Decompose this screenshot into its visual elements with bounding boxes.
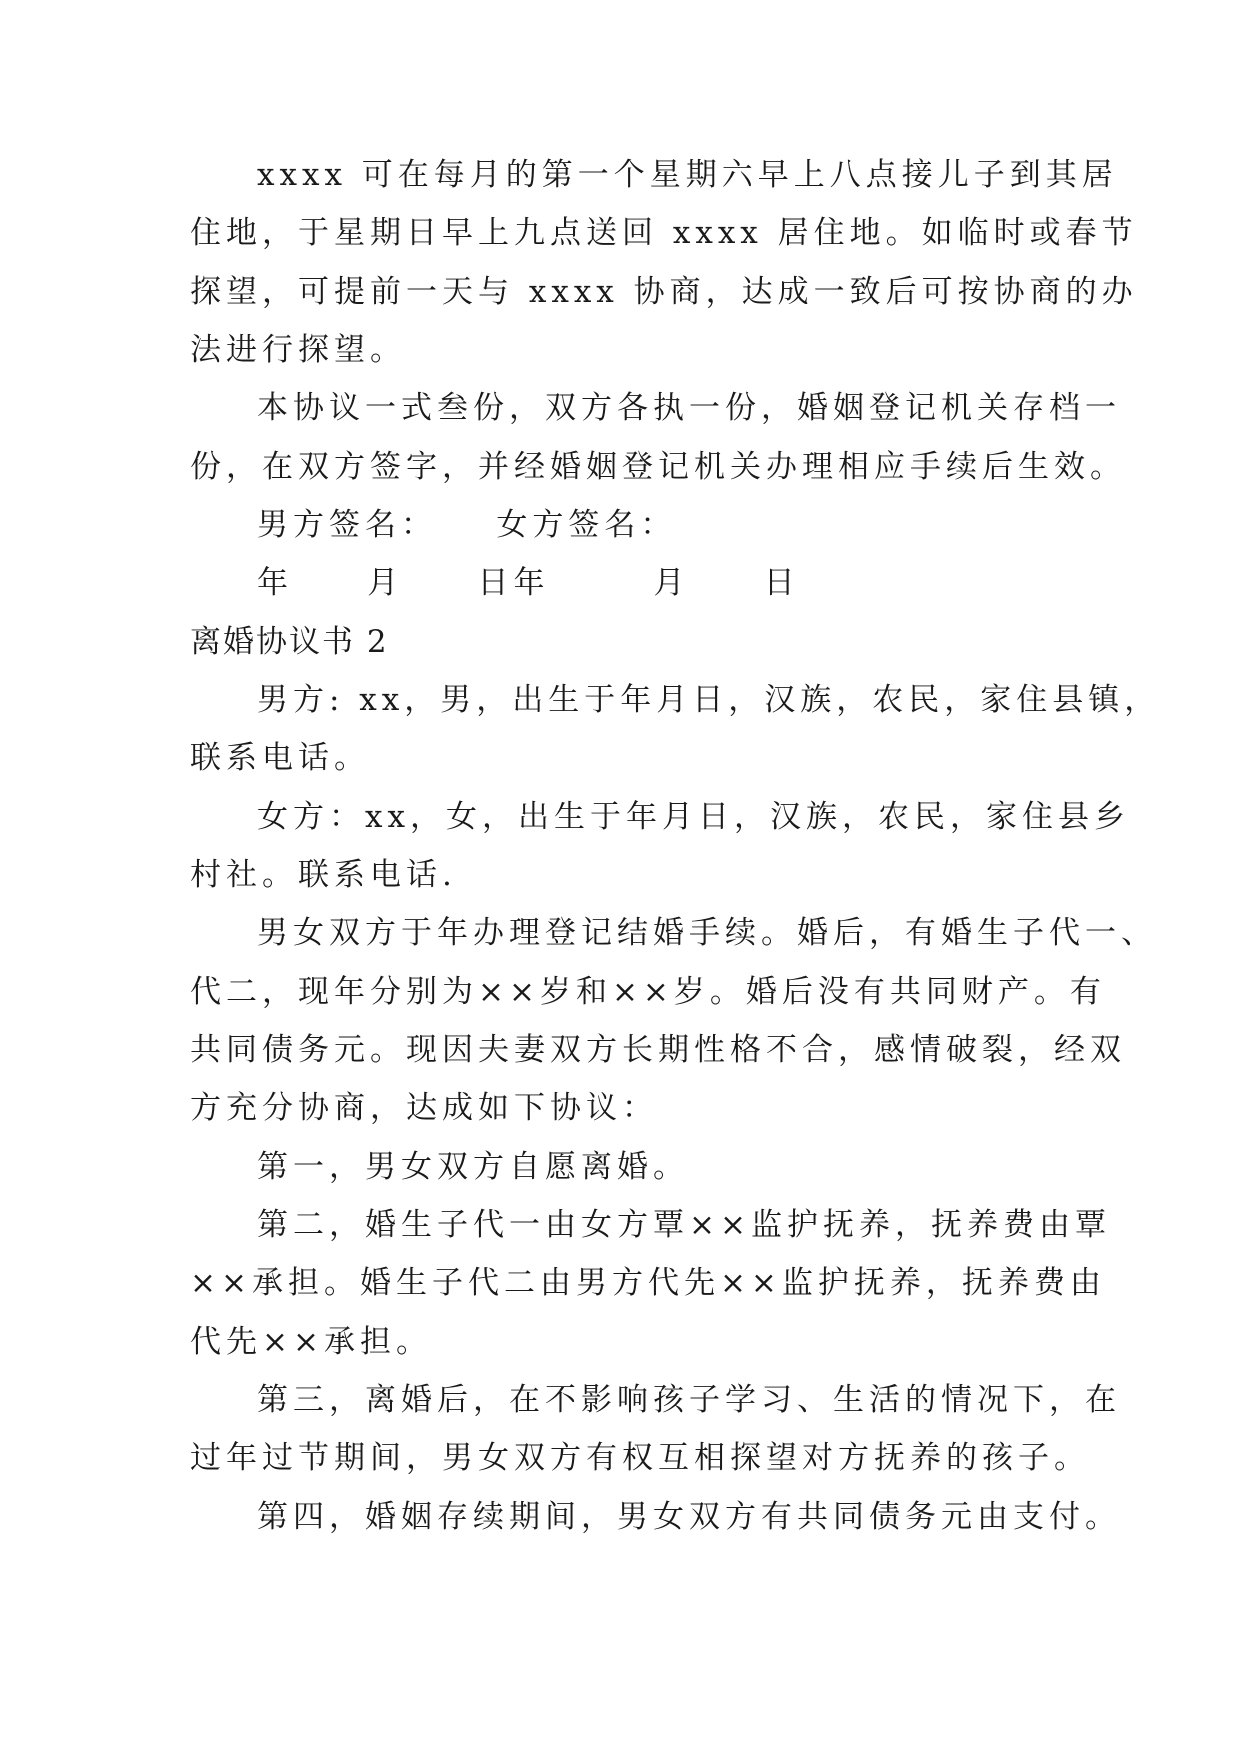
paragraph-line: 份，在双方签字，并经婚姻登记机关办理相应手续后生效。 xyxy=(190,449,1126,485)
paragraph-line: 男女双方于年办理登记结婚手续。婚后，有婚生子代一、 xyxy=(257,915,1157,951)
paragraph-line: 村社。联系电话. xyxy=(190,857,457,893)
section-heading: 离婚协议书 2 xyxy=(190,624,389,660)
date-line: 年 月 日年 月 日 xyxy=(257,565,800,601)
paragraph-line: 第四，婚姻存续期间，男女双方有共同债务元由支付。 xyxy=(257,1499,1121,1535)
paragraph-line: 第二，婚生子代一由女方覃××监护抚养，抚养费由覃 xyxy=(257,1207,1111,1243)
paragraph-line: 第一，男女双方自愿离婚。 xyxy=(257,1149,689,1185)
paragraph-line: 本协议一式叁份，双方各执一份，婚姻登记机关存档一 xyxy=(257,390,1121,426)
paragraph-line: 联系电话。 xyxy=(190,740,370,776)
paragraph-line: 第三，离婚后，在不影响孩子学习、生活的情况下，在 xyxy=(257,1382,1121,1418)
paragraph-line: xxxx 可在每月的第一个星期六早上八点接儿子到其居 xyxy=(257,157,1118,193)
paragraph-line: 方充分协商，达成如下协议： xyxy=(190,1090,658,1126)
paragraph-line: 女方：xx，女，出生于年月日，汉族，农民，家住县乡 xyxy=(257,799,1130,835)
paragraph-line: 代二，现年分别为××岁和××岁。婚后没有共同财产。有 xyxy=(190,974,1106,1010)
paragraph-line: 探望，可提前一天与 xxxx 协商，达成一致后可按协商的办 xyxy=(190,274,1138,310)
paragraph-line: 代先××承担。 xyxy=(190,1324,432,1360)
paragraph-line: ××承担。婚生子代二由男方代先××监护抚养，抚养费由 xyxy=(190,1265,1106,1301)
paragraph-line: 共同债务元。现因夫妻双方长期性格不合，感情破裂，经双 xyxy=(190,1032,1126,1068)
paragraph-line: 过年过节期间，男女双方有权互相探望对方抚养的孩子。 xyxy=(190,1440,1090,1476)
paragraph-line: 住地，于星期日早上九点送回 xxxx 居住地。如临时或春节 xyxy=(190,215,1138,251)
paragraph-line: 男方: xx，男，出生于年月日，汉族，农民，家住县镇， xyxy=(257,682,1161,718)
signature-line: 男方签名： 女方签名： xyxy=(257,507,677,543)
paragraph-line: 法进行探望。 xyxy=(190,332,406,368)
